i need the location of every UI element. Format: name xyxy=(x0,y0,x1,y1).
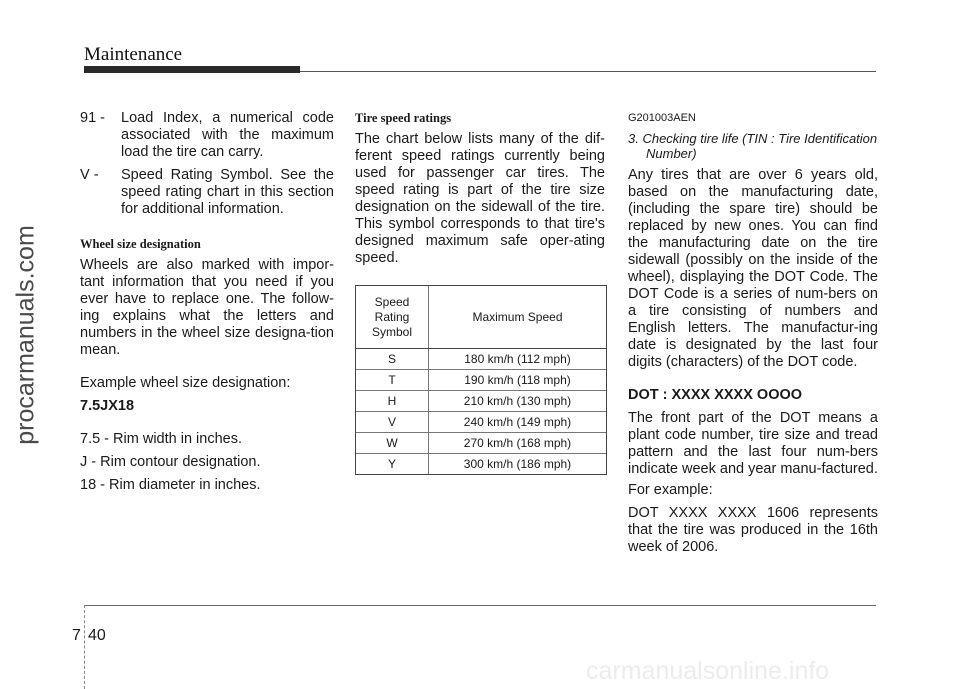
footer-rule xyxy=(84,605,876,606)
row-symbol: W xyxy=(356,433,429,454)
rim-width: 7.5 - Rim width in inches. xyxy=(80,431,242,447)
footer-divider xyxy=(84,605,86,689)
table-row xyxy=(356,370,606,391)
item-text: Load Index, a numerical code associated with the maximum load the tire can carry. xyxy=(121,110,334,160)
example-label: For example: xyxy=(628,482,713,498)
row-speed: 300 km/h (186 mph) xyxy=(463,457,572,471)
dot-code: DOT : XXXX XXXX OOOO xyxy=(628,387,803,403)
speed-symbol-item xyxy=(80,167,334,218)
tin-body: Any tires that are over 6 years old, based on the manufacturing date, (including the spare tire) should be replaced by new ones. You can find the manufacturing date on the tire sidewall (possibly on the inside of the wheel), displaying the DOT Code. The DOT Code is a series of num-bers on a tire consisting of numbers and English letters. The manufactur-ing date is designated by the last four digits (characters) of the DOT code. xyxy=(628,167,878,370)
row-speed: 210 km/h (130 mph) xyxy=(429,391,607,412)
item-key: 91 - xyxy=(80,110,105,126)
side-watermark xyxy=(6,120,46,550)
wheel-size-body: Wheels are also marked with impor-tant information that you need if you ever have to replace one. The follow-ing explains what the letters and numbers in the wheel size designa-tion mean. xyxy=(80,257,334,358)
row-symbol: H xyxy=(356,391,429,412)
row-symbol: V xyxy=(356,412,429,433)
speed-ratings-body: The chart below lists many of the dif-ferent speed ratings currently being used for passenger car tires. The speed rating is part of the tire size designation on the sidewall of the tire. This symbol corresponds to that tire's designed maximum safe oper-ating speed. xyxy=(355,131,605,266)
example-label: Example wheel size designation: xyxy=(80,375,291,391)
table-row xyxy=(356,391,606,412)
example-value: 7.5JX18 xyxy=(80,398,135,414)
header-speed-rating-symbol: Speed Rating Symbol xyxy=(356,286,429,349)
row-speed: 270 km/h (168 mph) xyxy=(429,433,607,454)
speed-ratings-heading: Tire speed ratings xyxy=(355,111,452,125)
tin-heading: 3. Checking tire life (TIN : Tire Identification Number) xyxy=(628,131,878,161)
side-watermark-text: procarmanuals.com xyxy=(11,225,40,445)
column-2 xyxy=(355,110,605,480)
table-header-row xyxy=(356,286,606,349)
table-row xyxy=(356,349,606,370)
dot-example-body: DOT XXXX XXXX 1606 represents that the tire was produced in the 16th week of 2006. xyxy=(628,505,878,555)
table-row xyxy=(356,412,606,433)
column-3 xyxy=(628,110,878,556)
section-code: G201003AEN xyxy=(628,112,696,124)
header-maximum-speed: Maximum Speed xyxy=(429,286,607,349)
row-speed: 240 km/h (149 mph) xyxy=(429,412,607,433)
table-row xyxy=(356,454,606,475)
item-key: V - xyxy=(80,167,99,183)
wheel-size-heading: Wheel size designation xyxy=(80,237,201,251)
rim-diameter: 18 - Rim diameter in inches. xyxy=(80,477,261,493)
row-speed: 180 km/h (112 mph) xyxy=(429,349,607,370)
row-symbol: Y xyxy=(356,454,429,475)
page-title: Maintenance xyxy=(84,44,183,65)
page-number: 40 xyxy=(88,627,106,644)
dot-body: The front part of the DOT means a plant code number, tire size and tread pattern and the last four num-bers indicate week and year manu-factured. xyxy=(628,410,878,477)
speed-rating-table xyxy=(355,285,607,475)
load-index-item xyxy=(80,110,334,161)
row-symbol: T xyxy=(356,370,429,391)
column-1 xyxy=(80,110,334,494)
header-bar xyxy=(84,66,300,73)
bottom-watermark: carmanualsonline.info xyxy=(586,657,830,685)
item-text: Speed Rating Symbol. See the speed rating chart in this section for additional information. xyxy=(121,167,334,217)
section-number: 7 xyxy=(72,627,81,644)
header-rule xyxy=(300,71,876,72)
table-row xyxy=(356,433,606,454)
row-speed: 190 km/h (118 mph) xyxy=(429,370,607,391)
rim-contour: J - Rim contour designation. xyxy=(80,454,261,470)
row-symbol: S xyxy=(356,349,429,370)
